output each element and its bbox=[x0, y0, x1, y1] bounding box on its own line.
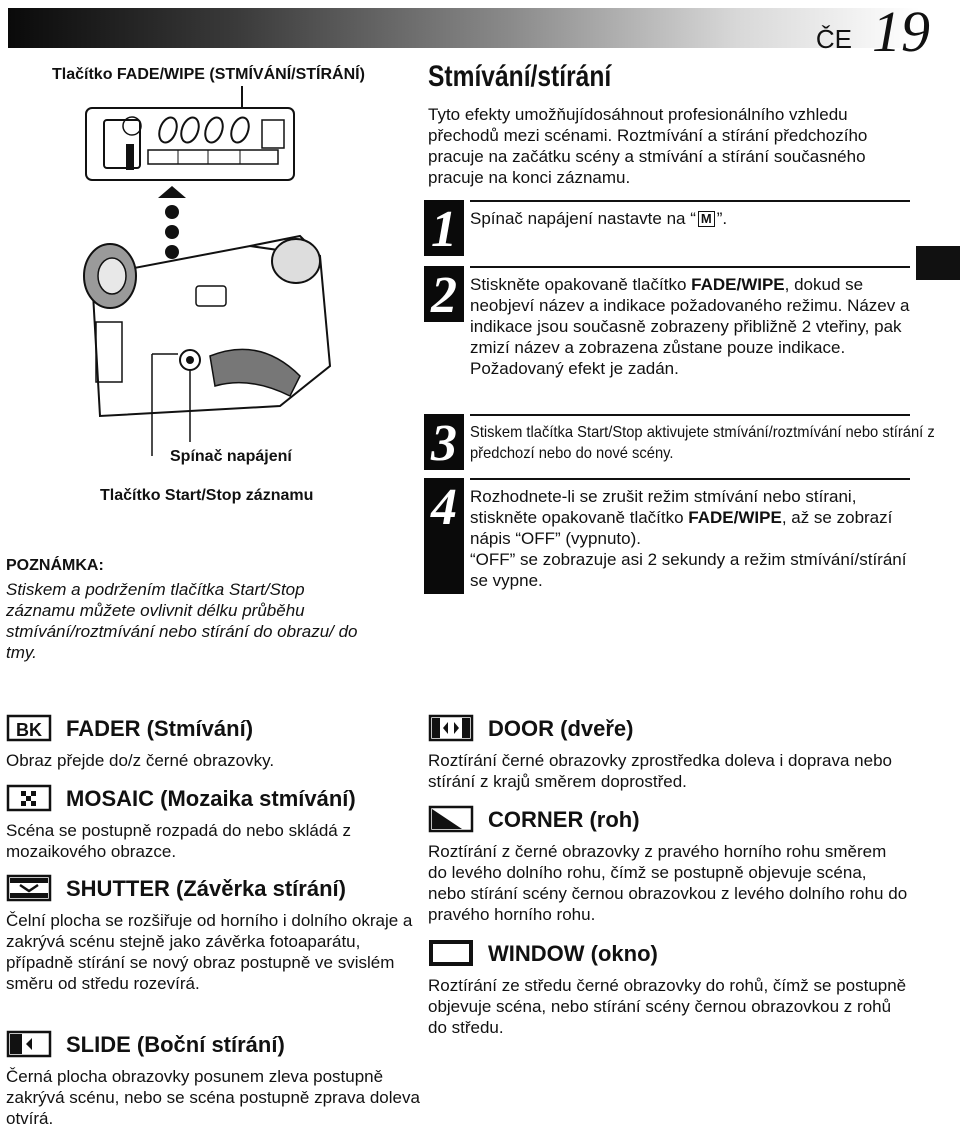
effect-description: Roztírání z černé obrazovky z pravého horního rohu směrem do levého dolního rohu, čímž se postupně objevuje scéna, nebo stírání scény černou obrazovkou z levého dolního rohu do pravého horního rohu. bbox=[428, 842, 908, 924]
effect-title: CORNER (roh) bbox=[488, 807, 640, 832]
step-1 bbox=[424, 200, 910, 256]
step-3 bbox=[424, 414, 935, 474]
effect-title: DOOR (dveře) bbox=[488, 716, 634, 741]
step-number: 2 bbox=[424, 266, 464, 322]
note-title: POZNÁMKA: bbox=[6, 557, 104, 574]
fade-wipe-term: FADE/WIPE bbox=[688, 508, 782, 527]
fade-wipe-term: FADE/WIPE bbox=[691, 275, 785, 294]
note-text: Stiskem a podržením tlačítka Start/Stop záznamu můžete ovlivnit délku průběhu stmívání/roztmívání nebo stírání do obrazu/ do tmy. bbox=[6, 580, 358, 662]
effect-mosaic bbox=[6, 782, 426, 862]
corner-icon bbox=[428, 805, 474, 833]
effect-title: MOSAIC (Mozaika stmívání) bbox=[66, 786, 356, 811]
page-number: 19 bbox=[872, 0, 930, 64]
step-number: 1 bbox=[424, 200, 464, 256]
effect-description: Černá plocha obrazovky posunem zleva postupně zakrývá scénu, nebo se scéna postupně zprava doleva otvírá. bbox=[6, 1067, 420, 1128]
header-bar bbox=[8, 8, 920, 48]
effect-window bbox=[428, 937, 908, 1038]
camcorder-illustration bbox=[0, 86, 400, 456]
step-rule bbox=[470, 478, 910, 480]
effect-door bbox=[428, 712, 898, 792]
step-rule bbox=[470, 414, 910, 416]
step-2 bbox=[424, 266, 910, 406]
page-language: ČE bbox=[815, 24, 852, 54]
step-rule bbox=[470, 266, 910, 268]
step-rule bbox=[470, 200, 910, 202]
effect-slide bbox=[6, 1028, 426, 1129]
power-switch-label: Spínač napájení bbox=[170, 448, 292, 465]
effect-shutter bbox=[6, 872, 426, 994]
section-intro: Tyto efekty umožňujídosáhnout profesionálního vzhledu přechodů mezi scénami. Roztmívání a stírání předchozího pracuje na začátku scény a stmívání a stírání současného pracuje na konci záznamu. bbox=[428, 105, 868, 187]
slide-icon bbox=[6, 1030, 52, 1058]
fade-wipe-button-caption: Tlačítko FADE/WIPE (STMÍVÁNÍ/STÍRÁNÍ) bbox=[52, 66, 365, 83]
effect-description: Obraz přejde do/z černé obrazovky. bbox=[6, 751, 275, 770]
shutter-icon bbox=[6, 874, 52, 902]
effect-fader bbox=[6, 712, 426, 771]
effect-corner bbox=[428, 803, 908, 925]
step-text: Rozhodnete-li se zrušit režim stmívání nebo stírani, stiskněte opakovaně tlačítko FADE/WIPE, až se zobrazí nápis “OFF” (vypnuto). “OFF” se zobrazuje asi 2 sekundy a režim stmívání/stírání se vypne. bbox=[470, 487, 907, 590]
mosaic-icon bbox=[6, 784, 52, 812]
section-title: Stmívání/stírání bbox=[428, 60, 612, 93]
step-text: Stiskem tlačítka Start/Stop aktivujete stmívání/roztmívání nebo stírání z předchozí nebo do nové scény. bbox=[470, 424, 935, 462]
bk-icon bbox=[6, 714, 52, 742]
svg-text:BK: BK bbox=[16, 720, 42, 740]
step-4 bbox=[424, 478, 910, 598]
effect-title: WINDOW (okno) bbox=[488, 941, 658, 966]
step-number: 4 bbox=[424, 478, 464, 594]
side-tab-marker bbox=[916, 246, 960, 280]
door-icon bbox=[428, 714, 474, 742]
effect-description: Čelní plocha se rozšiřuje od horního i dolního okraje a zakrývá scénu stejně jako závěrka fotoaparátu, případně stírání se nový obraz postupně ve svislém směru od středu rozevírá. bbox=[6, 911, 413, 993]
window-icon bbox=[428, 939, 474, 967]
step-text: Spínač napájení nastavte na “ M ”. bbox=[470, 209, 728, 228]
effect-description: Scéna se postupně rozpadá do nebo skládá z mozaikového obrazce. bbox=[6, 821, 351, 861]
effect-description: Roztírání černé obrazovky zprostředka doleva i doprava nebo stírání z krajů směrem doprostřed. bbox=[428, 751, 892, 791]
step-text: Stiskněte opakovaně tlačítko FADE/WIPE, dokud se neobjeví název a indikace požadovaného režimu. Název a indikace jsou současně zobrazeny přibližně 2 vteřiny, pak zmizí název a zobrazena zůstane pouze indikace. Požadovaný efekt je zadán. bbox=[470, 275, 910, 378]
effect-title: SLIDE (Boční stírání) bbox=[66, 1032, 285, 1057]
effect-title: FADER (Stmívání) bbox=[66, 716, 254, 741]
effect-title: SHUTTER (Závěrka stírání) bbox=[66, 876, 346, 901]
start-stop-button-label: Tlačítko Start/Stop záznamu bbox=[100, 487, 314, 504]
step-number: 3 bbox=[424, 414, 464, 470]
mode-m-icon: M bbox=[698, 211, 715, 227]
effect-description: Roztírání ze středu černé obrazovky do rohů, čímž se postupně objevuje scéna, nebo stírání scény černou obrazovkou z rohů do středu. bbox=[428, 976, 907, 1037]
